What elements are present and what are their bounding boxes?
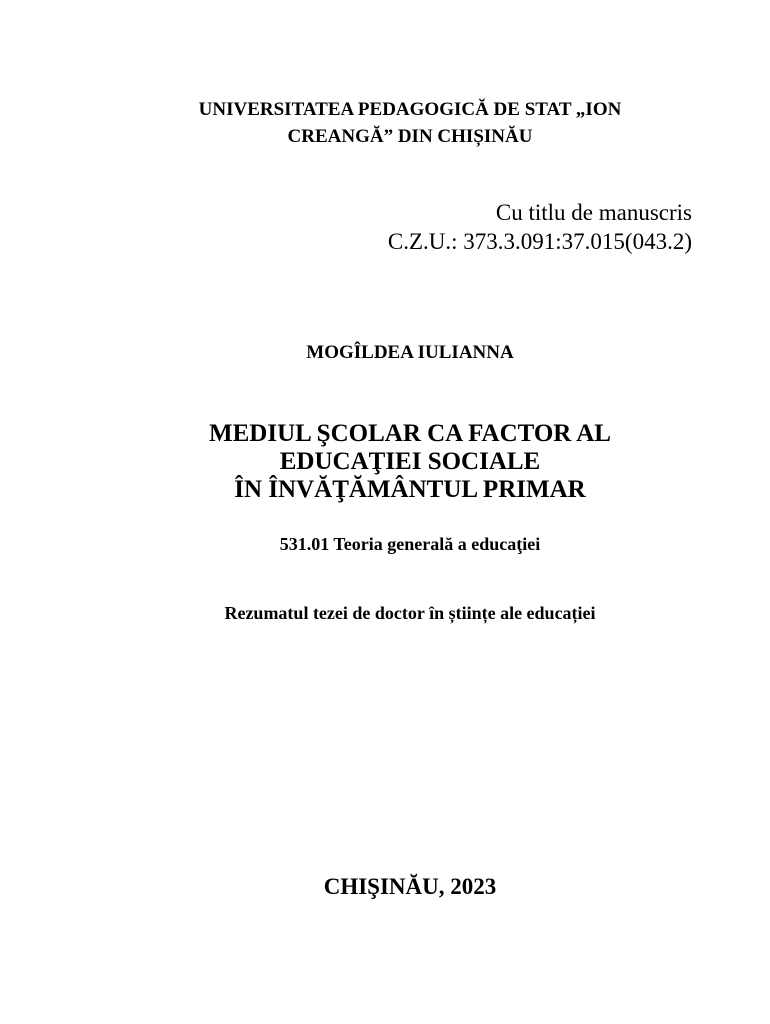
author-name: MOGÎLDEA IULIANNA <box>306 342 514 363</box>
thesis-title <box>40 420 770 504</box>
summary-label: Rezumatul tezei de doctor în științe ale educației <box>224 603 596 623</box>
czu-code: C.Z.U.: 373.3.091:37.015(043.2) <box>387 229 692 254</box>
specialty: 531.01 Teoria generală a educaţiei <box>279 534 541 554</box>
manuscript-block <box>388 198 692 256</box>
thesis-title-line-3: ÎN ÎNVĂŢĂMÂNTUL PRIMAR <box>234 476 586 503</box>
thesis-title-line-2: EDUCAŢIEI SOCIALE <box>279 448 541 475</box>
university-line-2: CREANGĂ” DIN CHIȘINĂU <box>287 126 533 147</box>
manuscript-label: Cu titlu de manuscris <box>495 200 692 225</box>
city-year: CHIŞINĂU, 2023 <box>323 874 497 899</box>
thesis-title-line-1: MEDIUL ŞCOLAR CA FACTOR AL <box>209 420 611 447</box>
university-line-1: UNIVERSITATEA PEDAGOGICĂ DE STAT „ION <box>198 99 622 120</box>
university-name <box>40 96 770 150</box>
